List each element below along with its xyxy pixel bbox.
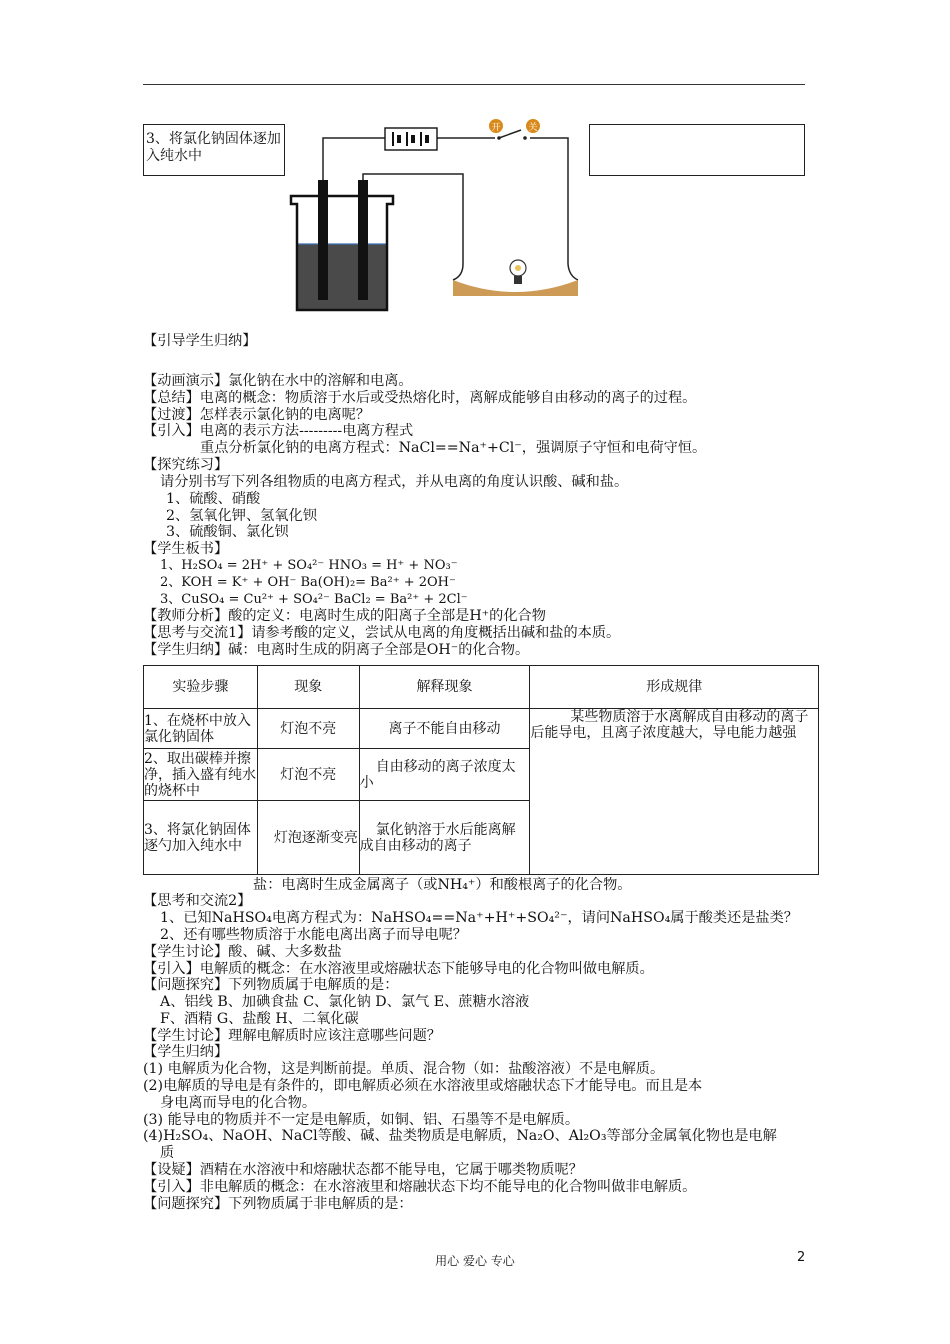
table-header-cell: 形成规律 [530,666,819,709]
text-line-34: (4)H₂SO₄、NaOH、NaCl等酸、碱、盐类物质是电解质，Na₂O、Al₂O₃等部分金属氧化物也是电解 [143,1128,777,1144]
text-line-2: 【动画演示】氯化钠在水中的溶解和电离。 [143,373,413,389]
table-header-cell: 现象 [257,666,359,709]
text-line-27: F、酒精 G、盐酸 H、二氧化碳 [160,1011,359,1027]
header-rule [143,84,805,85]
text-line-16: 【教师分析】酸的定义：电离时生成的阳离子全部是H⁺的化合物 [143,608,546,624]
switch-icon [489,119,540,140]
text-line-23: 【学生讨论】酸、碱、大多数盐 [143,944,342,960]
experiment-blank-box [589,124,805,176]
table-cell-explanation: 自由移动的离子浓度太小 [359,749,530,801]
text-line-31: (2)电解质的导电是有条件的，即电解质必须在水溶液里或熔融状态下才能导电。而且是本 [143,1078,703,1094]
text-line-30: (1) 电解质为化合物，这是判断前提。单质、混合物（如：盐酸溶液）不是电解质。 [143,1061,665,1077]
text-line-18: 【学生归纳】碱：电离时生成的阴离子全部是OH⁻的化合物。 [143,642,530,658]
text-line-37: 【引入】非电解质的概念：在水溶液里和熔融状态下均不能导电的化合物叫做非电解质。 [143,1179,697,1195]
table-cell-step: 3、将氯化钠固体逐勺加入纯水中 [144,801,258,875]
switch-close-label: 关 [528,123,538,133]
text-line-25: 【问题探究】下列物质属于电解质的是： [143,977,399,993]
text-line-9: 1、硫酸、硝酸 [166,491,261,507]
text-line-8: 请分别书写下列各组物质的电离方程式，并从电离的角度认识酸、碱和盐。 [160,474,629,490]
experiment-step-text: 3、将氯化钠固体逐加入纯水中 [146,131,281,164]
text-line-29: 【学生归纳】 [143,1044,229,1060]
lamp-icon [453,260,578,296]
text-line-5: 【引入】电离的表示方法---------电离方程式 [143,423,414,439]
text-line-13: 1、H₂SO₄ = 2H⁺ + SO₄²⁻ HNO₃ = H⁺ + NO₃⁻ [160,558,458,573]
text-line-20: 【思考和交流2】 [143,893,252,909]
text-line-22: 2、还有哪些物质溶于水能电离出离子而导电呢？ [160,927,467,943]
switch-open-label: 开 [491,123,501,133]
battery-icon [385,128,437,150]
beaker-icon [291,196,393,310]
table-cell-phenomenon: 灯泡不亮 [257,709,359,749]
text-line-21: 1、已知NaHSO₄电离方程式为：NaHSO₄==Na⁺+H⁺+SO₄²⁻，请问NaHSO₄属于酸类还是盐类？ [160,910,798,926]
text-line-28: 【学生讨论】理解电解质时应该注意哪些问题？ [143,1028,441,1044]
text-line-6: 重点分析氯化钠的电离方程式：NaCl==Na⁺+Cl⁻，强调原子守恒和电荷守恒。 [200,440,707,456]
text-line-12: 【学生板书】 [143,541,229,557]
page-footer: 用心 爱心 专心 [435,1254,515,1268]
text-line-17: 【思考与交流1】请参考酸的定义，尝试从电离的角度概括出碱和盐的本质。 [143,625,621,641]
table-cell-explanation: 氯化钠溶于水后能离解成自由移动的离子 [359,801,530,875]
text-line-33: (3) 能导电的物质并不一定是电解质，如铜、铝、石墨等不是电解质。 [143,1112,580,1128]
text-line-14: 2、KOH = K⁺ + OH⁻ Ba(OH)₂= Ba²⁺ + 2OH⁻ [160,575,456,590]
experiment-step-box [143,124,285,176]
text-line-38: 【问题探究】下列物质属于非电解质的是： [143,1196,413,1212]
table-cell-explanation: 离子不能自由移动 [359,709,530,749]
text-line-36: 【设疑】酒精在水溶液中和熔融状态都不能导电，它属于哪类物质呢？ [143,1162,583,1178]
table-cell-phenomenon: 灯泡不亮 [257,749,359,801]
text-line-1: 【引导学生归纳】 [143,333,257,349]
text-line-11: 3、硫酸铜、氯化钡 [166,524,289,540]
table-cell-phenomenon: 灯泡逐渐变亮 [257,801,359,875]
table-row [144,709,819,749]
table-cell-step: 1、在烧杯中放入氯化钠固体 [144,709,258,749]
table-header-row [144,666,819,709]
text-line-10: 2、氢氧化钾、氢氧化钡 [166,508,317,524]
text-line-3: 【总结】电离的概念：物质溶于水后或受热熔化时，离解成能够自由移动的离子的过程。 [143,390,697,406]
table-cell-rule: 某些物质溶于水离解成自由移动的离子后能导电，且离子浓度越大，导电能力越强 [530,709,819,875]
text-line-7: 【探究练习】 [143,457,229,473]
text-line-32: 身电离而导电的化合物。 [160,1095,317,1111]
text-line-19: 盐：电离时生成金属离子（或NH₄⁺）和酸根离子的化合物。 [253,877,632,893]
page-number: 2 [797,1250,806,1265]
text-line-26: A、铝线 B、加碘食盐 C、氯化钠 D、氯气 E、蔗糖水溶液 [160,994,530,1010]
table-cell-step: 2、取出碳棒并擦净，插入盛有纯水的烧杯中 [144,750,256,799]
text-line-4: 【过渡】怎样表示氯化钠的电离呢？ [143,407,371,423]
text-line-35: 质 [160,1145,175,1161]
table-header-cell: 解释现象 [359,666,530,709]
conductivity-apparatus [285,104,590,314]
experiment-table [143,665,819,875]
text-line-24: 【引入】电解质的概念：在水溶液里或熔融状态下能够导电的化合物叫做电解质。 [143,961,654,977]
table-header-cell: 实验步骤 [144,666,258,709]
text-line-15: 3、CuSO₄ = Cu²⁺ + SO₄²⁻ BaCl₂ = Ba²⁺ + 2Cl⁻ [160,592,468,607]
